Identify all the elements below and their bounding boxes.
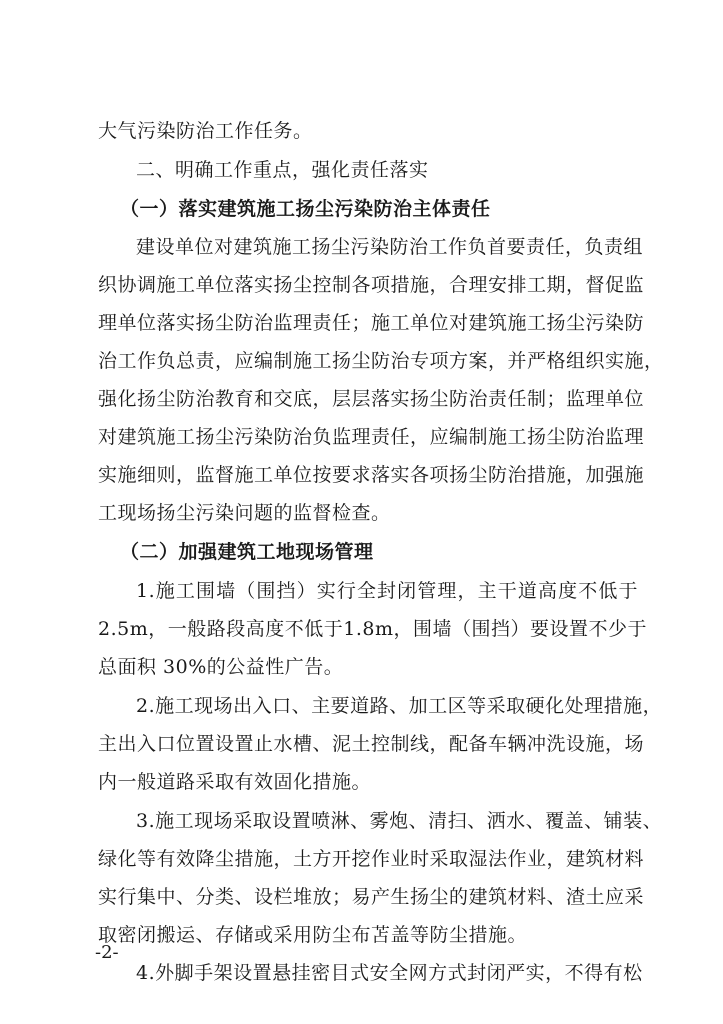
paragraph-line: 织协调施工单位落实扬尘控制各项措施，合理安排工期，督促监 <box>98 274 645 296</box>
paragraph-line: 绿化等有效降尘措施，土方开挖作业时采取湿法作业，建筑材料 <box>98 848 645 870</box>
paragraph-line: 对建筑施工扬尘污染防治负监理责任，应编制施工扬尘防治监理 <box>98 426 645 448</box>
paragraph-line: 1.施工围墙（围挡）实行全封闭管理，主干道高度不低于 <box>136 580 638 602</box>
section-heading: 二、明确工作重点，强化责任落实 <box>136 159 429 181</box>
paragraph-line: 理单位落实扬尘防治监理责任；施工单位对建筑施工扬尘污染防 <box>98 312 645 334</box>
paragraph-line: 内一般道路采取有效固化措施。 <box>98 771 372 793</box>
paragraph-line: 主出入口位置设置止水槽、泥土控制线，配备车辆冲洗设施，场 <box>98 733 645 755</box>
paragraph-line: 强化扬尘防治教育和交底，层层落实扬尘防治责任制；监理单位 <box>98 388 645 410</box>
paragraph-line: 工现场扬尘污染问题的监督检查。 <box>98 502 391 524</box>
paragraph-line: 总面积 30%的公益性广告。 <box>98 656 344 678</box>
paragraph-line: 4.外脚手架设置悬挂密目式安全网方式封闭严实，不得有松 <box>136 962 643 984</box>
paragraph-line: 2.5m，一般路段高度不低于1.8m，围墙（围挡）要设置不少于 <box>98 618 647 640</box>
paragraph-line: 2.施工现场出入口、主要道路、加工区等采取硬化处理措施， <box>136 695 663 717</box>
paragraph-line: 治工作负总责，应编制施工扬尘防治专项方案，并严格组织实施， <box>98 350 664 372</box>
subsection-heading: （二）加强建筑工地现场管理 <box>120 541 374 563</box>
subsection-heading: （一）落实建筑施工扬尘污染防治主体责任 <box>120 198 491 220</box>
paragraph-line: 实行集中、分类、设栏堆放；易产生扬尘的建筑材料、渣土应采 <box>98 886 645 908</box>
paragraph-line: 3.施工现场采取设置喷淋、雾炮、清扫、洒水、覆盖、铺装、 <box>136 810 663 832</box>
paragraph-line: 大气污染防治工作任务。 <box>98 120 313 142</box>
paragraph-line: 实施细则，监督施工单位按要求落实各项扬尘防治措施，加强施 <box>98 464 645 486</box>
paragraph-line: 取密闭搬运、存储或采用防尘布苫盖等防尘措施。 <box>98 924 528 946</box>
page-number: -2- <box>95 942 119 963</box>
paragraph-line: 建设单位对建筑施工扬尘污染防治工作负首要责任，负责组 <box>136 236 644 258</box>
